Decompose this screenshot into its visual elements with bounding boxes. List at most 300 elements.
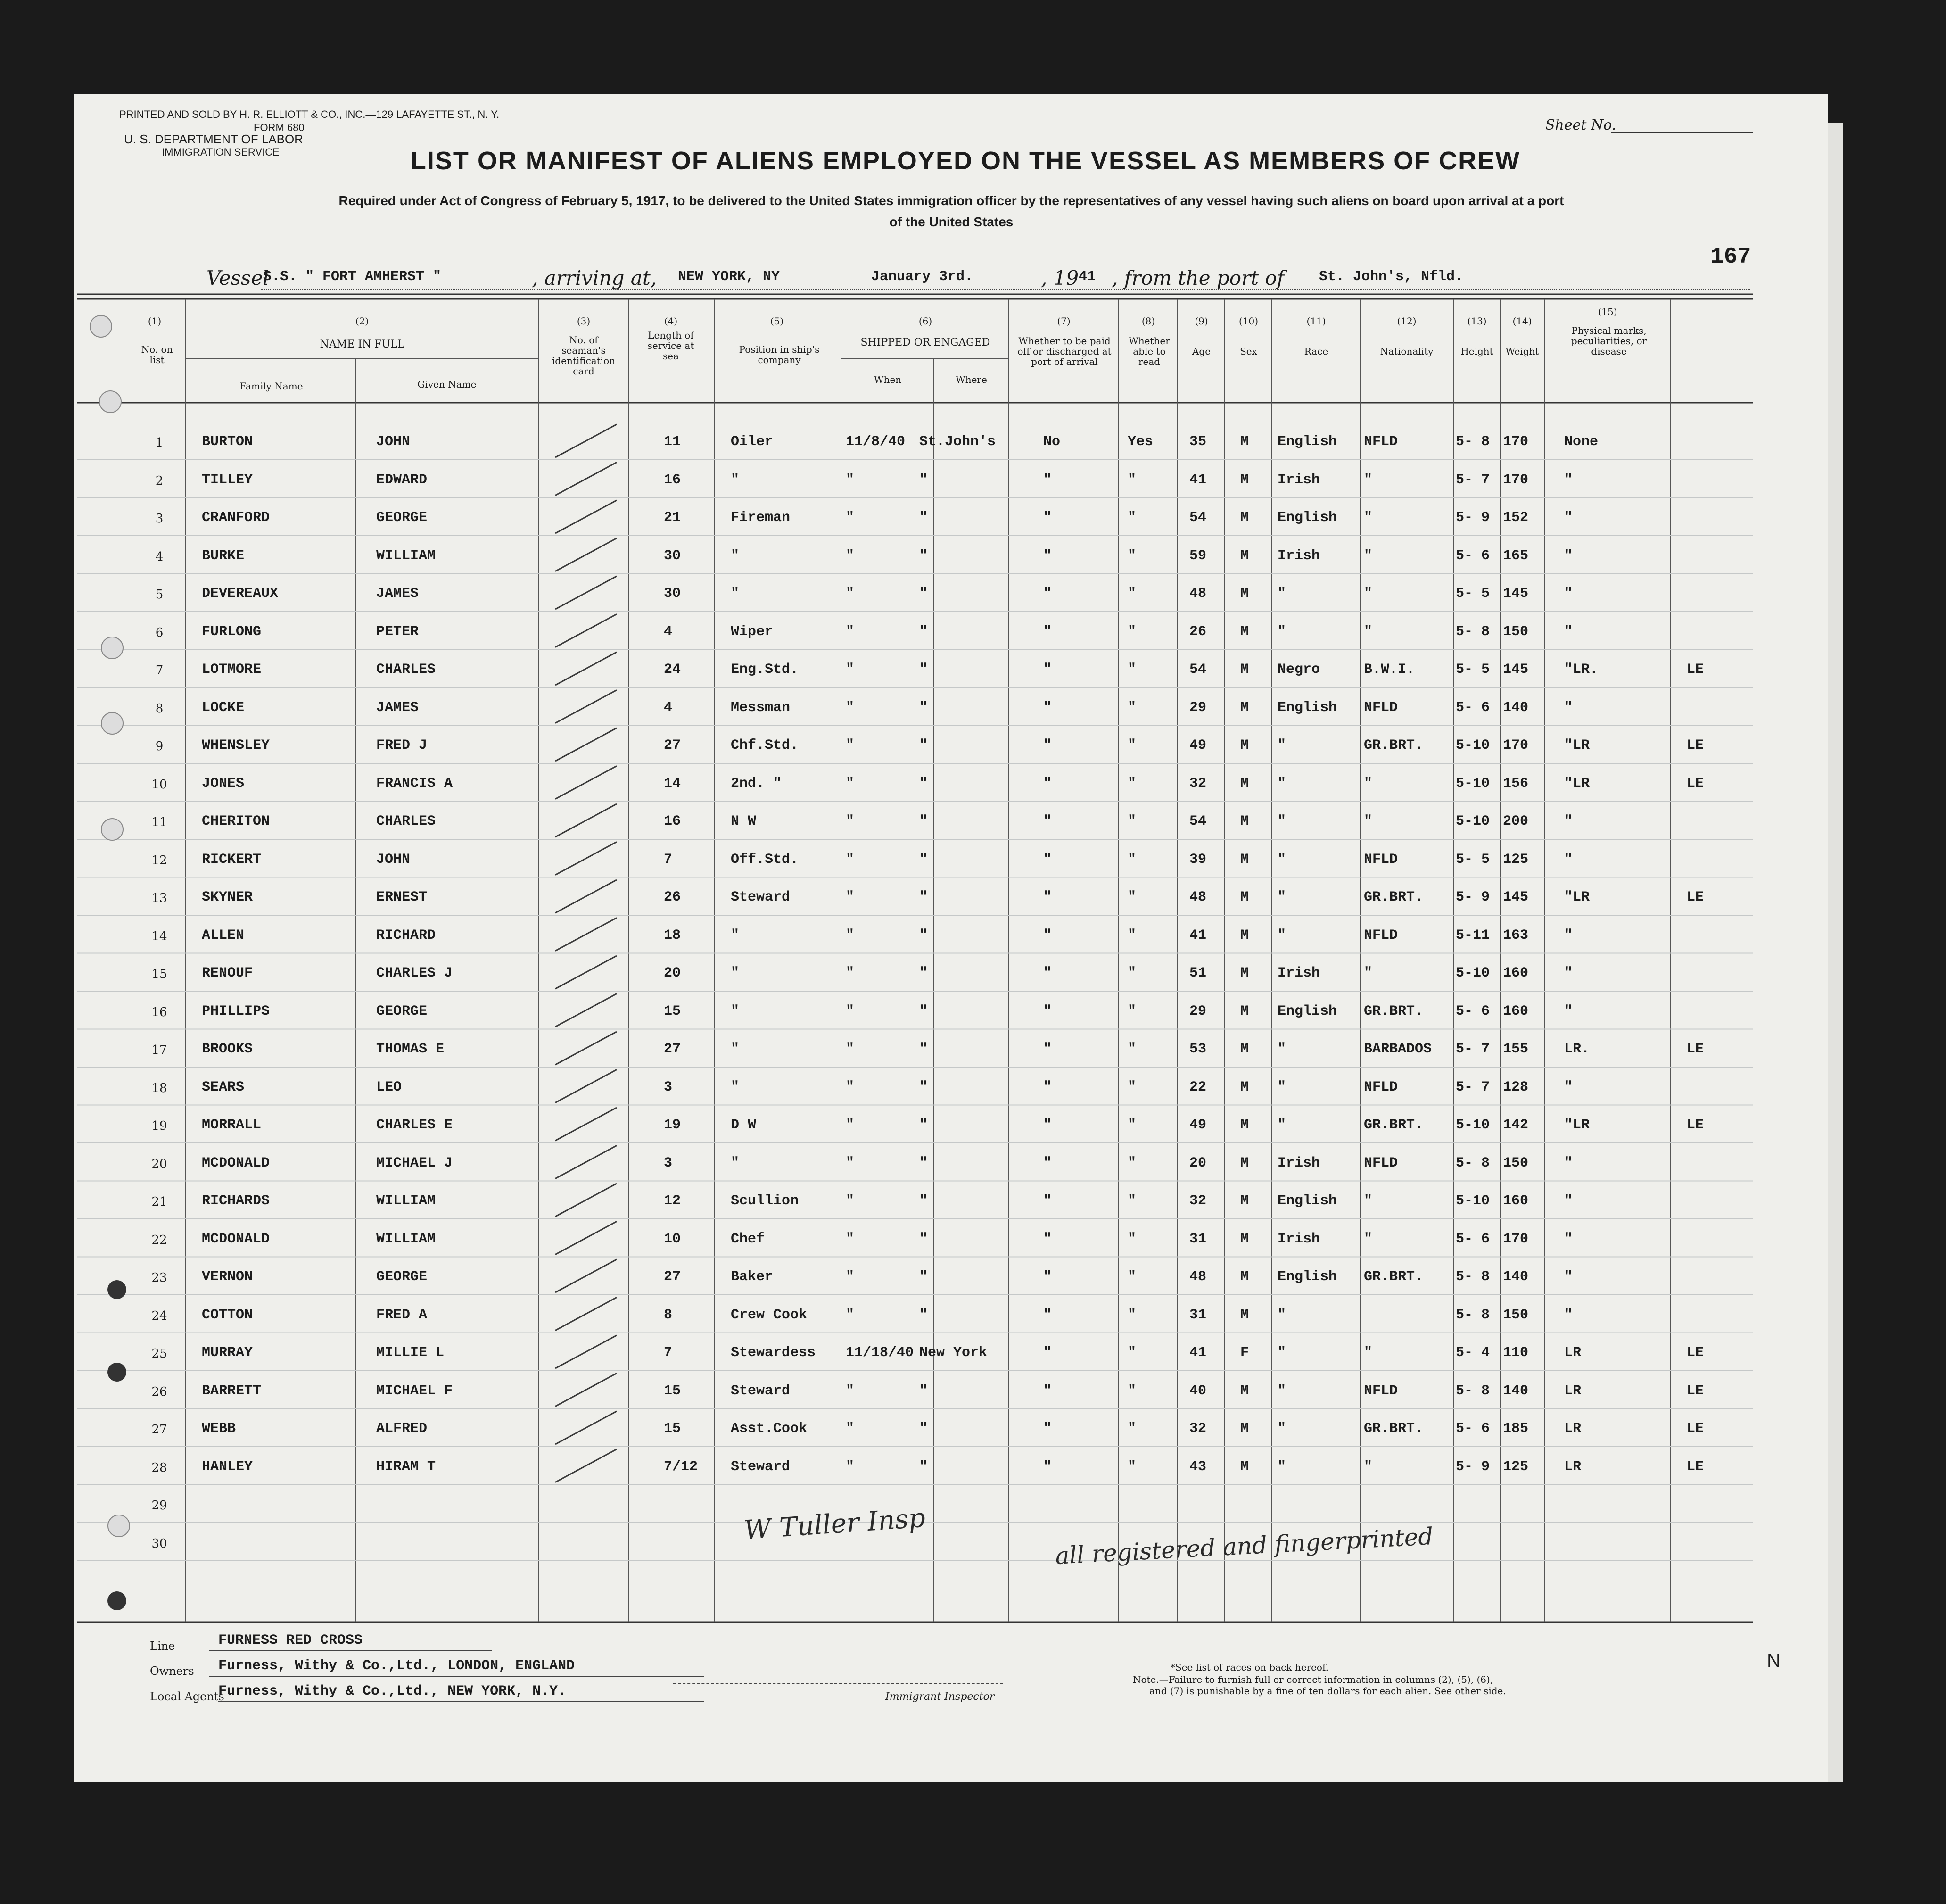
position: Steward bbox=[731, 1382, 791, 1399]
shipped-where: " bbox=[919, 927, 928, 944]
position: Scullion bbox=[731, 1193, 799, 1209]
family-name: MORRALL bbox=[202, 1117, 262, 1133]
age: 29 bbox=[1189, 699, 1207, 716]
age: 39 bbox=[1189, 851, 1207, 868]
agents-value: Furness, Withy & Co.,Ltd., NEW YORK, N.Y. bbox=[218, 1683, 567, 1699]
family-name: VERNON bbox=[202, 1269, 253, 1285]
weight: 145 bbox=[1503, 662, 1529, 678]
height: 5- 8 bbox=[1456, 1307, 1490, 1323]
service-length: 16 bbox=[664, 813, 681, 829]
position: Baker bbox=[731, 1269, 774, 1285]
race: " bbox=[1278, 586, 1286, 602]
sex: M bbox=[1240, 1117, 1249, 1133]
col13-header: Height bbox=[1460, 346, 1493, 357]
family-name: WHENSLEY bbox=[202, 737, 270, 753]
row-number: 27 bbox=[151, 1423, 167, 1437]
race: " bbox=[1278, 813, 1286, 829]
row-number: 6 bbox=[155, 625, 164, 640]
race: " bbox=[1278, 1458, 1286, 1475]
nationality: " bbox=[1364, 1231, 1373, 1247]
service-length: 14 bbox=[664, 775, 681, 792]
height: 5- 6 bbox=[1456, 699, 1490, 716]
height: 5-10 bbox=[1456, 1117, 1490, 1133]
service-length: 26 bbox=[664, 889, 681, 905]
position: " bbox=[731, 547, 740, 564]
punch-hole bbox=[107, 1280, 126, 1299]
weight: 170 bbox=[1503, 1231, 1529, 1247]
weight: 140 bbox=[1503, 1269, 1529, 1285]
fine-note-2: and (7) is punishable by a fine of ten dollars for each alien. See other side. bbox=[1149, 1685, 1506, 1697]
row-number: 13 bbox=[151, 891, 167, 905]
vessel-label: Vessel bbox=[206, 266, 269, 290]
paid-off: " bbox=[1043, 737, 1052, 753]
row-number: 5 bbox=[155, 588, 164, 602]
shipped-when: 11/18/40 bbox=[846, 1345, 914, 1361]
side-letter: N bbox=[1767, 1650, 1781, 1671]
col8-header: Whether able to read bbox=[1129, 335, 1170, 367]
able-to-read: " bbox=[1128, 547, 1137, 564]
shipped-where: " bbox=[919, 623, 928, 640]
paid-off: " bbox=[1043, 547, 1052, 564]
paid-off: " bbox=[1043, 1421, 1052, 1437]
weight: 128 bbox=[1503, 1079, 1529, 1095]
manifest-sheet bbox=[74, 94, 1828, 1782]
page-number: 167 bbox=[1710, 244, 1751, 270]
service-length: 24 bbox=[664, 662, 681, 678]
inspector-line bbox=[673, 1683, 1003, 1684]
able-to-read: " bbox=[1128, 1345, 1137, 1361]
shipped-where: " bbox=[919, 1041, 928, 1057]
row-number: 15 bbox=[151, 967, 167, 981]
service-length: 15 bbox=[664, 1421, 681, 1437]
col2-header: NAME IN FULL bbox=[320, 339, 404, 350]
able-to-read: " bbox=[1128, 851, 1137, 868]
position: D W bbox=[731, 1117, 757, 1133]
col7-header: Whether to be paid off or discharged at port of arrival bbox=[1017, 335, 1112, 367]
weight: 170 bbox=[1503, 472, 1529, 488]
race: " bbox=[1278, 851, 1286, 868]
able-to-read: " bbox=[1128, 927, 1137, 944]
shipped-where: " bbox=[919, 813, 928, 829]
service-length: 27 bbox=[664, 737, 681, 753]
sex: M bbox=[1240, 965, 1249, 981]
nationality: " bbox=[1364, 1345, 1373, 1361]
given-name: ERNEST bbox=[376, 889, 428, 905]
col12-header: Nationality bbox=[1380, 346, 1434, 357]
position: Wiper bbox=[731, 623, 774, 640]
physical-marks: LR bbox=[1564, 1382, 1582, 1399]
row-number: 1 bbox=[155, 436, 164, 450]
sex: M bbox=[1240, 1307, 1249, 1323]
able-to-read: " bbox=[1128, 1231, 1137, 1247]
id-card-mark bbox=[555, 1222, 617, 1255]
extra-mark: LE bbox=[1687, 775, 1704, 792]
height: 5- 4 bbox=[1456, 1345, 1490, 1361]
shipped-when: " bbox=[846, 1231, 855, 1247]
service-length: 3 bbox=[664, 1079, 673, 1095]
able-to-read: " bbox=[1128, 889, 1137, 905]
family-name: WEBB bbox=[202, 1421, 236, 1437]
shipped-where: " bbox=[919, 851, 928, 868]
position: Stewardess bbox=[731, 1345, 816, 1361]
position: Off.Std. bbox=[731, 851, 799, 868]
height: 5- 6 bbox=[1456, 547, 1490, 564]
shipped-when: " bbox=[846, 586, 855, 602]
height: 5- 6 bbox=[1456, 1003, 1490, 1019]
arriving-label: , arriving at, bbox=[532, 266, 657, 290]
id-card-mark bbox=[555, 1146, 617, 1179]
height: 5-10 bbox=[1456, 1193, 1490, 1209]
weight: 152 bbox=[1503, 510, 1529, 526]
family-name: RENOUF bbox=[202, 965, 253, 981]
position: Chf.Std. bbox=[731, 737, 799, 753]
shipped-when: " bbox=[846, 1079, 855, 1095]
shipped-where: " bbox=[919, 1079, 928, 1095]
paid-off: " bbox=[1043, 1155, 1052, 1171]
weight: 160 bbox=[1503, 965, 1529, 981]
age: 48 bbox=[1189, 889, 1207, 905]
position: " bbox=[731, 1003, 740, 1019]
year-prefix: , 19 bbox=[1041, 266, 1079, 290]
service-length: 10 bbox=[664, 1231, 681, 1247]
shipped-where: " bbox=[919, 1003, 928, 1019]
family-name: CRANFORD bbox=[202, 510, 270, 526]
id-card-mark bbox=[555, 1449, 617, 1482]
height: 5- 7 bbox=[1456, 1079, 1490, 1095]
row-number: 14 bbox=[151, 929, 167, 944]
age: 48 bbox=[1189, 1269, 1207, 1285]
given-name: EDWARD bbox=[376, 472, 428, 488]
weight: 150 bbox=[1503, 1155, 1529, 1171]
row-number: 17 bbox=[151, 1043, 167, 1057]
col13-number: (13) bbox=[1467, 315, 1487, 327]
subtitle-line2: of the United States bbox=[889, 215, 1014, 229]
id-card-mark bbox=[555, 804, 617, 837]
able-to-read: " bbox=[1128, 1269, 1137, 1285]
position: Chef bbox=[731, 1231, 765, 1247]
family-name: CHERITON bbox=[202, 813, 270, 829]
able-to-read: " bbox=[1128, 586, 1137, 602]
nationality: GR.BRT. bbox=[1364, 737, 1424, 753]
paid-off: " bbox=[1043, 510, 1052, 526]
id-card-mark bbox=[555, 652, 617, 685]
weight: 160 bbox=[1503, 1003, 1529, 1019]
race: English bbox=[1278, 1193, 1337, 1209]
id-card-mark bbox=[555, 956, 617, 989]
from-label: , from the port of bbox=[1112, 266, 1285, 290]
sex: M bbox=[1240, 813, 1249, 829]
sex: M bbox=[1240, 510, 1249, 526]
given-name: JOHN bbox=[376, 851, 411, 868]
paid-off: " bbox=[1043, 1193, 1052, 1209]
position: " bbox=[731, 1041, 740, 1057]
family-name: MCDONALD bbox=[202, 1155, 270, 1171]
age: 59 bbox=[1189, 547, 1207, 564]
able-to-read: " bbox=[1128, 1003, 1137, 1019]
row-number: 11 bbox=[151, 815, 167, 829]
given-name: MILLIE L bbox=[376, 1345, 445, 1361]
shipped-where: St.John's bbox=[919, 434, 996, 450]
nationality: NFLD bbox=[1364, 851, 1398, 868]
id-card-mark bbox=[555, 880, 617, 913]
id-card-mark bbox=[555, 918, 617, 951]
service-length: 27 bbox=[664, 1041, 681, 1057]
nationality: " bbox=[1364, 965, 1373, 981]
shipped-where: New York bbox=[919, 1345, 988, 1361]
id-card-mark bbox=[555, 614, 617, 647]
height: 5- 8 bbox=[1456, 623, 1490, 640]
row-number: 23 bbox=[151, 1271, 167, 1285]
sex: M bbox=[1240, 699, 1249, 716]
shipped-where: " bbox=[919, 1193, 928, 1209]
row-number: 18 bbox=[151, 1081, 167, 1095]
race: Irish bbox=[1278, 547, 1320, 564]
family-name: JONES bbox=[202, 775, 245, 792]
able-to-read: " bbox=[1128, 472, 1137, 488]
id-card-mark bbox=[555, 1335, 617, 1368]
family-name: PHILLIPS bbox=[202, 1003, 270, 1019]
col2a-header: Family Name bbox=[239, 381, 303, 392]
nationality: NFLD bbox=[1364, 434, 1398, 450]
age: 31 bbox=[1189, 1307, 1207, 1323]
able-to-read: " bbox=[1128, 1458, 1137, 1475]
sex: M bbox=[1240, 472, 1249, 488]
weight: 142 bbox=[1503, 1117, 1529, 1133]
col10-header: Sex bbox=[1240, 346, 1257, 357]
extra-mark: LE bbox=[1687, 662, 1704, 678]
height: 5-10 bbox=[1456, 737, 1490, 753]
paid-off: " bbox=[1043, 1079, 1052, 1095]
nationality: " bbox=[1364, 1193, 1373, 1209]
height: 5- 8 bbox=[1456, 1155, 1490, 1171]
able-to-read: " bbox=[1128, 965, 1137, 981]
race: " bbox=[1278, 889, 1286, 905]
col15-header: Physical marks, peculiarities, or disease bbox=[1571, 325, 1647, 357]
physical-marks: LR bbox=[1564, 1458, 1582, 1475]
position: " bbox=[731, 1155, 740, 1171]
position: Messman bbox=[731, 699, 791, 716]
family-name: LOTMORE bbox=[202, 662, 262, 678]
paid-off: " bbox=[1043, 699, 1052, 716]
age: 41 bbox=[1189, 927, 1207, 944]
sex: M bbox=[1240, 1382, 1249, 1399]
family-name: MCDONALD bbox=[202, 1231, 270, 1247]
height: 5- 5 bbox=[1456, 662, 1490, 678]
shipped-when: " bbox=[846, 547, 855, 564]
form-number: FORM 680 bbox=[254, 122, 305, 133]
col5-header: Position in ship's company bbox=[739, 344, 820, 365]
col6-header: SHIPPED OR ENGAGED bbox=[860, 337, 990, 348]
col3-number: (3) bbox=[577, 315, 591, 327]
family-name: RICHARDS bbox=[202, 1193, 270, 1209]
shipped-when: " bbox=[846, 510, 855, 526]
col3-header: No. of seaman's identification card bbox=[552, 334, 616, 377]
age: 41 bbox=[1189, 1345, 1207, 1361]
race: " bbox=[1278, 927, 1286, 944]
shipped-when: " bbox=[846, 1117, 855, 1133]
race: " bbox=[1278, 1117, 1286, 1133]
row-number: 8 bbox=[155, 701, 164, 716]
shipped-where: " bbox=[919, 662, 928, 678]
race: Irish bbox=[1278, 472, 1320, 488]
row-number: 19 bbox=[151, 1119, 167, 1133]
given-name: FRED J bbox=[376, 737, 428, 753]
given-name: LEO bbox=[376, 1079, 402, 1095]
agents-label: Local Agents bbox=[150, 1690, 224, 1703]
nationality: NFLD bbox=[1364, 1079, 1398, 1095]
service-length: 7 bbox=[664, 1345, 673, 1361]
given-name: MICHAEL J bbox=[376, 1155, 453, 1171]
paid-off: " bbox=[1043, 1307, 1052, 1323]
registered-note: all registered and fingerprinted bbox=[1055, 1523, 1434, 1570]
physical-marks: " bbox=[1564, 1079, 1573, 1095]
age: 51 bbox=[1189, 965, 1207, 981]
col15-number: (15) bbox=[1598, 306, 1617, 317]
given-name: GEORGE bbox=[376, 1003, 428, 1019]
service-length: 3 bbox=[664, 1155, 673, 1171]
col1-number: (1) bbox=[148, 315, 162, 327]
fine-note-1: Note.—Failure to furnish full or correct information in columns (2), (5), (6), bbox=[1133, 1674, 1493, 1685]
given-name: THOMAS E bbox=[376, 1041, 445, 1057]
age: 35 bbox=[1189, 434, 1207, 450]
given-name: JAMES bbox=[376, 699, 419, 716]
paid-off: " bbox=[1043, 889, 1052, 905]
line-value: FURNESS RED CROSS bbox=[218, 1632, 363, 1648]
line-underline bbox=[209, 1650, 492, 1651]
position: Crew Cook bbox=[731, 1307, 808, 1323]
family-name: BURKE bbox=[202, 547, 245, 564]
age: 40 bbox=[1189, 1382, 1207, 1399]
shipped-where: " bbox=[919, 1117, 928, 1133]
able-to-read: " bbox=[1128, 1117, 1137, 1133]
row-number: 10 bbox=[151, 777, 167, 792]
physical-marks: "LR bbox=[1564, 775, 1590, 792]
position: 2nd. " bbox=[731, 775, 782, 792]
weight: 160 bbox=[1503, 1193, 1529, 1209]
physical-marks: None bbox=[1564, 434, 1599, 450]
row-number: 30 bbox=[151, 1536, 167, 1551]
physical-marks: " bbox=[1564, 623, 1573, 640]
sex: M bbox=[1240, 623, 1249, 640]
shipped-when: " bbox=[846, 775, 855, 792]
id-card-mark bbox=[555, 842, 617, 875]
weight: 150 bbox=[1503, 623, 1529, 640]
nationality: GR.BRT. bbox=[1364, 1421, 1424, 1437]
nationality: NFLD bbox=[1364, 699, 1398, 716]
age: 54 bbox=[1189, 813, 1207, 829]
extra-mark: LE bbox=[1687, 889, 1704, 905]
weight: 156 bbox=[1503, 775, 1529, 792]
arrival-date: January 3rd. bbox=[871, 269, 973, 285]
able-to-read: " bbox=[1128, 1041, 1137, 1057]
physical-marks: " bbox=[1564, 586, 1573, 602]
service-length: 20 bbox=[664, 965, 681, 981]
height: 5- 8 bbox=[1456, 434, 1490, 450]
row-number: 26 bbox=[151, 1384, 167, 1399]
nationality: GR.BRT. bbox=[1364, 889, 1424, 905]
page-title: LIST OR MANIFEST OF ALIENS EMPLOYED ON THE VESSEL AS MEMBERS OF CREW bbox=[410, 147, 1521, 175]
race: Irish bbox=[1278, 1155, 1320, 1171]
shipped-when: " bbox=[846, 965, 855, 981]
col2b-header: Given Name bbox=[417, 379, 477, 390]
family-name: LOCKE bbox=[202, 699, 245, 716]
able-to-read: Yes bbox=[1128, 434, 1154, 450]
service-length: 11 bbox=[664, 434, 681, 450]
family-name: BURTON bbox=[202, 434, 253, 450]
physical-marks: " bbox=[1564, 851, 1573, 868]
nationality: " bbox=[1364, 472, 1373, 488]
punch-hole bbox=[107, 1515, 130, 1537]
sex: M bbox=[1240, 434, 1249, 450]
punch-hole bbox=[107, 1591, 126, 1610]
sex: F bbox=[1240, 1345, 1249, 1361]
row-number: 28 bbox=[151, 1460, 167, 1475]
nationality: NFLD bbox=[1364, 1382, 1398, 1399]
id-card-mark bbox=[555, 576, 617, 609]
race: " bbox=[1278, 1421, 1286, 1437]
position: " bbox=[731, 965, 740, 981]
sex: M bbox=[1240, 1421, 1249, 1437]
physical-marks: "LR bbox=[1564, 1117, 1590, 1133]
col2-number: (2) bbox=[355, 315, 369, 327]
col14-header: Weight bbox=[1505, 346, 1539, 357]
physical-marks: " bbox=[1564, 1269, 1573, 1285]
shipped-when: " bbox=[846, 472, 855, 488]
row-number: 24 bbox=[151, 1308, 167, 1323]
paid-off: " bbox=[1043, 927, 1052, 944]
shipped-where: " bbox=[919, 586, 928, 602]
vessel-name: S.S. " FORT AMHERST " bbox=[263, 269, 442, 285]
shipped-when: " bbox=[846, 699, 855, 716]
owners-underline bbox=[209, 1676, 704, 1677]
punch-hole bbox=[99, 390, 122, 413]
height: 5-11 bbox=[1456, 927, 1490, 944]
shipped-where: " bbox=[919, 510, 928, 526]
age: 54 bbox=[1189, 662, 1207, 678]
shipped-where: " bbox=[919, 1269, 928, 1285]
id-card-mark bbox=[555, 1032, 617, 1065]
extra-mark: LE bbox=[1687, 737, 1704, 753]
family-name: FURLONG bbox=[202, 623, 262, 640]
paid-off: " bbox=[1043, 1003, 1052, 1019]
position: N W bbox=[731, 813, 757, 829]
weight: 163 bbox=[1503, 927, 1529, 944]
col4-number: (4) bbox=[664, 315, 678, 327]
nationality: B.W.I. bbox=[1364, 662, 1415, 678]
printer-line: PRINTED AND SOLD BY H. R. ELLIOTT & CO., INC.—129 LAFAYETTE ST., N. Y. bbox=[119, 108, 500, 120]
shipped-when: " bbox=[846, 927, 855, 944]
weight: 125 bbox=[1503, 851, 1529, 868]
id-card-mark bbox=[555, 1184, 617, 1217]
family-name: COTTON bbox=[202, 1307, 253, 1323]
able-to-read: " bbox=[1128, 1307, 1137, 1323]
paid-off: " bbox=[1043, 1041, 1052, 1057]
line-label: Line bbox=[150, 1639, 175, 1653]
shipped-where: " bbox=[919, 1382, 928, 1399]
sex: M bbox=[1240, 1231, 1249, 1247]
col7-number: (7) bbox=[1057, 315, 1071, 327]
row-number: 22 bbox=[151, 1233, 167, 1247]
weight: 200 bbox=[1503, 813, 1529, 829]
family-name: MURRAY bbox=[202, 1345, 253, 1361]
family-name: DEVEREAUX bbox=[202, 586, 279, 602]
family-name: SEARS bbox=[202, 1079, 245, 1095]
department: U. S. DEPARTMENT OF LABOR bbox=[124, 132, 303, 146]
given-name: RICHARD bbox=[376, 927, 436, 944]
position: Asst.Cook bbox=[731, 1421, 808, 1437]
given-name: FRANCIS A bbox=[376, 775, 453, 792]
given-name: PETER bbox=[376, 623, 419, 640]
